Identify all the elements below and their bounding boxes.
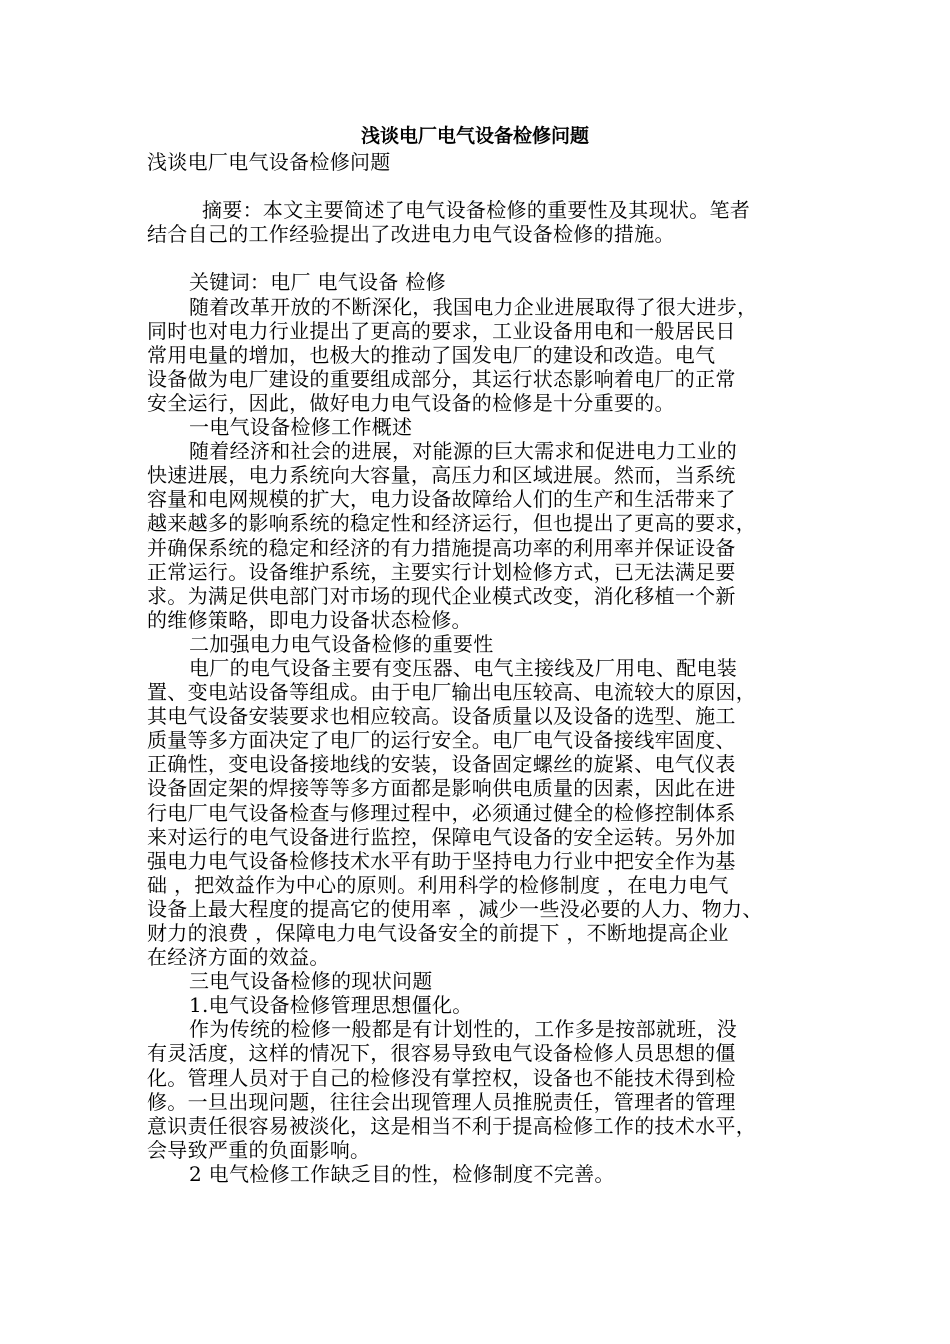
paragraph-line: 容量和电网规模的扩大，电力设备故障给人们的生产和生活带来了	[147, 487, 736, 512]
paragraph-line: 越来越多的影响系统的稳定性和经济运行，但也提出了更高的要求，	[147, 511, 756, 536]
abstract-line: 摘要：本文主要简述了电气设备检修的重要性及其现状。笔者	[202, 198, 751, 223]
paragraph-line: 作为传统的检修一般都是有计划性的，工作多是按部就班，没	[189, 1017, 738, 1042]
paragraph-line: 置、变电站设备等组成。由于电厂输出电压较高、电流较大的原因，	[147, 680, 756, 705]
paragraph-line: 同时也对电力行业提出了更高的要求，工业设备用电和一般居民日	[147, 318, 736, 343]
paragraph-line: 质量等多方面决定了电厂的运行安全。电厂电气设备接线牢固度、	[147, 728, 736, 753]
paragraph-line: 设备固定架的焊接等等多方面都是影响供电质量的因素，因此在进	[147, 776, 736, 801]
paragraph-line: 强电力电气设备检修技术水平有助于坚持电力行业中把安全作为基	[147, 848, 736, 873]
paragraph-line: 求。为满足供电部门对市场的现代企业模式改变，消化移植一个新	[147, 583, 736, 608]
paragraph-line: 意识责任很容易被淡化，这是相当不利于提高检修工作的技术水平，	[147, 1113, 756, 1138]
paragraph-line: 正常运行。设备维护系统，主要实行计划检修方式，已无法满足要	[147, 559, 736, 584]
subtitle-line: 浅谈电厂电气设备检修问题	[147, 150, 391, 174]
subsection-heading: 1.电气设备检修管理思想僵化。	[189, 993, 473, 1018]
document-title: 浅谈电厂电气设备检修问题	[360, 125, 589, 147]
paragraph-line: 设备上最大程度的提高它的使用率 ，减少一些没必要的人力、物力、	[147, 896, 763, 921]
paragraph-line: 行电厂电气设备检查与修理过程中，必须通过健全的检修控制体系	[147, 800, 736, 825]
paragraph-line: 在经济方面的效益。	[147, 945, 330, 970]
paragraph-line: 其电气设备安装要求也相应较高。设备质量以及设备的选型、施工	[147, 704, 736, 729]
paragraph-line: 设备做为电厂建设的重要组成部分，其运行状态影响着电厂的正常	[147, 366, 736, 391]
subsection-heading: 2 电气检修工作缺乏目的性，检修制度不完善。	[189, 1161, 615, 1186]
paragraph-line: 化。管理人员对于自己的检修没有掌控权，设备也不能技术得到检	[147, 1065, 736, 1090]
section-heading: 三电气设备检修的现状问题	[189, 969, 433, 994]
blank-line	[147, 246, 807, 270]
paragraph-line: 修。一旦出现问题，往往会出现管理人员推脱责任，管理者的管理	[147, 1089, 736, 1114]
paragraph-line: 会导致严重的负面影响。	[147, 1137, 371, 1162]
section-heading: 一电气设备检修工作概述	[189, 415, 413, 440]
paragraph-line: 快速进展，电力系统向大容量，高压力和区域进展。然而，当系统	[147, 463, 736, 488]
keywords-line: 关键词：电厂 电气设备 检修	[189, 270, 446, 295]
paragraph-line: 正确性，变电设备接地线的安装，设备固定螺丝的旋紧、电气仪表	[147, 752, 736, 777]
paragraph-line: 础 ，把效益作为中心的原则。利用科学的检修制度 ，在电力电气	[147, 872, 729, 897]
document-body	[147, 150, 807, 1186]
paragraph-line: 并确保系统的稳定和经济的有力措施提高功率的利用率并保证设备	[147, 535, 736, 560]
paragraph-line: 随着经济和社会的进展，对能源的巨大需求和促进电力工业的	[189, 439, 738, 464]
blank-line	[147, 174, 807, 198]
paragraph-line: 来对运行的电气设备进行监控，保障电气设备的安全运转。另外加	[147, 824, 736, 849]
paragraph-line: 有灵活度，这样的情况下，很容易导致电气设备检修人员思想的僵	[147, 1041, 736, 1066]
paragraph-line: 的维修策略，即电力设备状态检修。	[147, 607, 472, 632]
paragraph-line: 常用电量的增加，也极大的推动了国发电厂的建设和改造。电气	[147, 342, 716, 367]
paragraph-line: 随着改革开放的不断深化，我国电力企业进展取得了很大进步，	[189, 294, 758, 319]
abstract-line: 结合自己的工作经验提出了改进电力电气设备检修的措施。	[147, 222, 675, 247]
paragraph-line: 财力的浪费 ，保障电力电气设备安全的前提下 ，不断地提高企业	[147, 921, 729, 945]
paragraph-line: 电厂的电气设备主要有变压器、电气主接线及厂用电、配电装	[189, 655, 738, 680]
paragraph-line: 安全运行，因此，做好电力电气设备的检修是十分重要的。	[147, 390, 675, 415]
section-heading: 二加强电力电气设备检修的重要性	[189, 631, 494, 656]
